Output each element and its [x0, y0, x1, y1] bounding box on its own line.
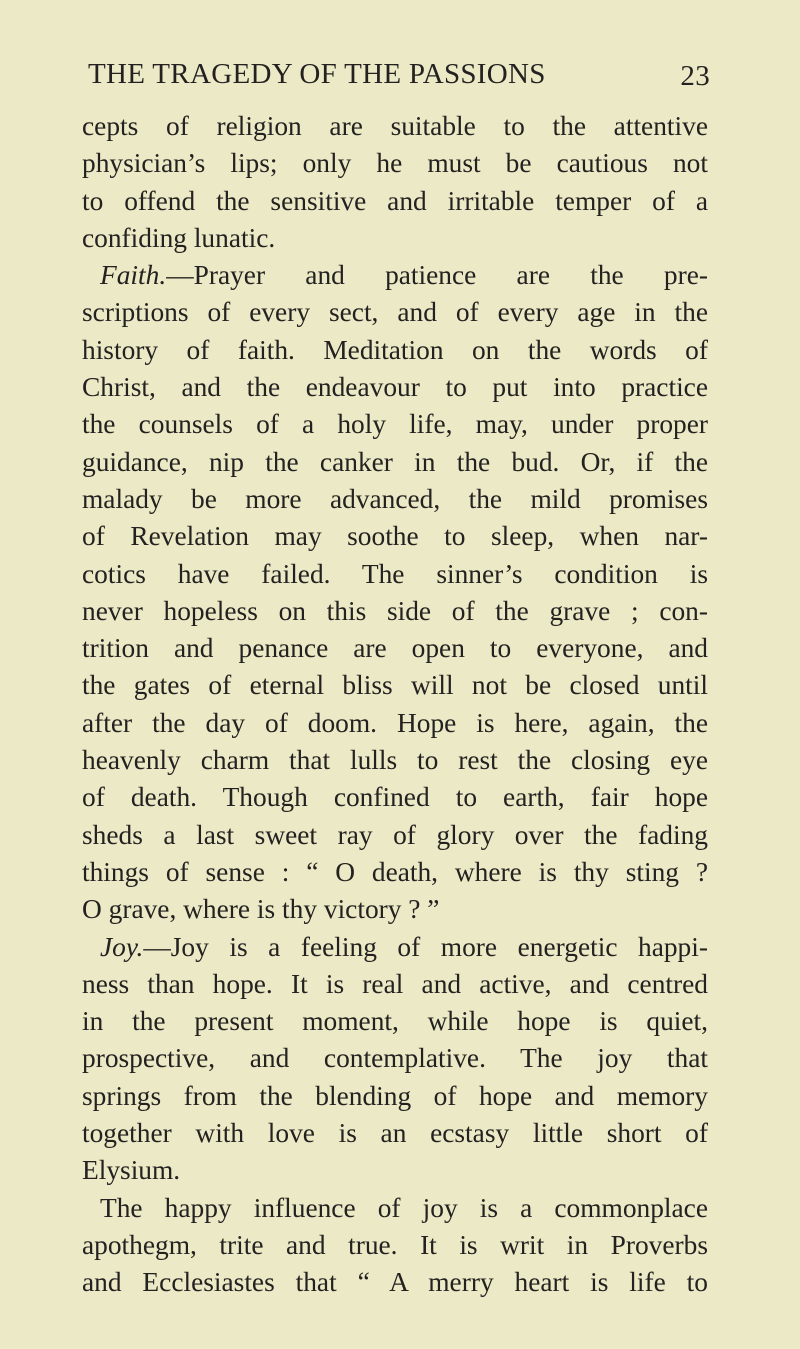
text-line [82, 1003, 708, 1040]
page-number: 23 [680, 60, 710, 92]
line-text: physician’s lips; only he must be cautious not [82, 148, 708, 179]
line-text: never hopeless on this side of the grave ; con- [82, 595, 708, 626]
text-line [82, 220, 708, 257]
line-text: in the present moment, while hope is quiet, [82, 1006, 708, 1037]
line-text: trition and penance are open to everyone, and [82, 633, 708, 664]
line-text: and Ecclesiastes that “ A merry heart is life to [82, 1267, 708, 1298]
line-text: ness than hope. It is real and active, and centred [82, 968, 708, 999]
line-text: after the day of doom. Hope is here, again, the [82, 707, 708, 738]
text-line [82, 1078, 708, 1115]
text-line [82, 444, 708, 481]
body-text [82, 108, 708, 1302]
text-line [82, 779, 708, 816]
line-text: of Revelation may soothe to sleep, when nar- [82, 521, 708, 552]
line-text: The happy influence of joy is a commonplace [100, 1192, 708, 1223]
text-line [82, 854, 708, 891]
text-line [82, 108, 708, 145]
running-header [88, 58, 708, 98]
line-text: heavenly charm that lulls to rest the closing eye [82, 745, 708, 776]
line-text: O grave, where is thy victory ? ” [82, 894, 440, 925]
section-label-joy: Joy. [100, 931, 144, 962]
text-line [82, 630, 708, 667]
line-text: the counsels of a holy life, may, under proper [82, 409, 708, 440]
text-line [82, 1227, 708, 1264]
paragraph-happy-influence-first-line [82, 1190, 708, 1227]
text-line [82, 1040, 708, 1077]
line-text: Christ, and the endeavour to put into practice [82, 372, 708, 403]
text-line [82, 145, 708, 182]
line-text: to offend the sensitive and irritable temper of a [82, 185, 708, 216]
line-text: of death. Though confined to earth, fair hope [82, 782, 708, 813]
line-text: history of faith. Meditation on the words of [82, 334, 708, 365]
text-line [82, 1115, 708, 1152]
paragraph-joy-first-line [82, 929, 708, 966]
text-line [82, 817, 708, 854]
line-text: springs from the blending of hope and memory [82, 1080, 708, 1111]
text-line [82, 705, 708, 742]
text-line [82, 742, 708, 779]
line-text: sheds a last sweet ray of glory over the fading [82, 819, 708, 850]
text-line [82, 1264, 708, 1301]
line-text: cotics have failed. The sinner’s condition is [82, 558, 708, 589]
paragraph-faith-first-line [82, 257, 708, 294]
text-line [82, 556, 708, 593]
line-text: prospective, and contemplative. The joy that [82, 1043, 708, 1074]
text-line [82, 369, 708, 406]
running-title: THE TRAGEDY OF THE PASSIONS [88, 58, 546, 90]
line-text: cepts of religion are suitable to the attentive [82, 111, 708, 141]
line-text: things of sense : “ O death, where is thy sting ? [82, 856, 708, 887]
line-text: the gates of eternal bliss will not be closed until [82, 670, 708, 701]
line-text: —Joy is a feeling of more energetic happi- [143, 931, 708, 962]
line-text: confiding lunatic. [82, 222, 276, 253]
line-text: scriptions of every sect, and of every age in the [82, 297, 708, 328]
text-line [82, 1152, 708, 1189]
text-line [82, 891, 708, 928]
text-line [82, 183, 708, 220]
line-text: Elysium. [82, 1155, 181, 1186]
line-text: apothegm, trite and true. It is writ in Proverbs [82, 1229, 708, 1260]
text-line [82, 966, 708, 1003]
section-label-faith: Faith. [100, 260, 167, 291]
text-line [82, 481, 708, 518]
line-text: malady be more advanced, the mild promises [82, 483, 708, 514]
line-text: guidance, nip the canker in the bud. Or, if the [82, 446, 708, 477]
text-line [82, 332, 708, 369]
text-line [82, 294, 708, 331]
text-line [82, 518, 708, 555]
text-line [82, 406, 708, 443]
line-text: —Prayer and patience are the pre- [166, 260, 708, 291]
text-line [82, 667, 708, 704]
line-text: together with love is an ecstasy little short of [82, 1118, 708, 1149]
text-line [82, 593, 708, 630]
